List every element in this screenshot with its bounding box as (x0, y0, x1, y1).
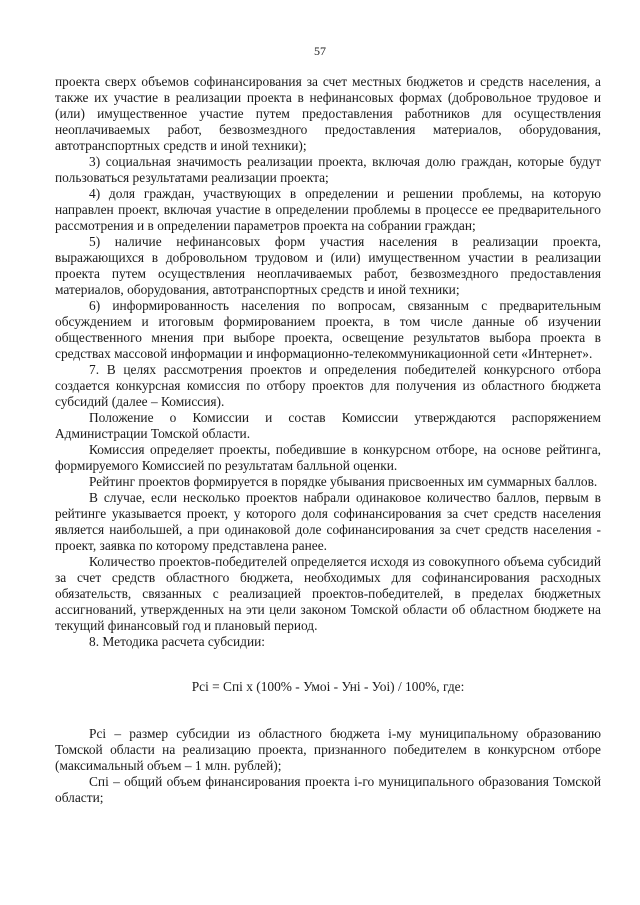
paragraph: 4) доля граждан, участвующих в определении и решении проблемы, на которую направлен проект, включая участие в определении проблемы в процессе ее предварительного рассмотрения и в определении параметров проекта на собрании граждан; (55, 186, 601, 233)
subsidy-formula: Pci = Cпi x (100% - Умоi - Унi - Уоi) / 100%, где: (191, 679, 465, 694)
paragraph: проекта сверх объемов софинансирования за счет местных бюджетов и средств населения, а также их участие в реализации проекта в нефинансовых формах (добровольное трудовое и (или) имущественное участие путем предоставления работников для осуществления неоплачиваемых работ, безвозмездного предоставления материалов, оборудования, автотранспортных средств и иной техники); (55, 74, 601, 153)
paragraph: 6) информированность населения по вопросам, связанным с предварительным обсуждением и итоговым формированием проекта, в том числе данные об изучении общественного мнения при выборе проекта, освещение результатов выбора проекта в средствах массовой информации и информационно-телекоммуникационной сети «Интернет». (55, 298, 601, 361)
paragraph: Количество проектов-победителей определяется исходя из совокупного объема субсидий за счет средств областного бюджета, необходимых для софинансирования расходных обязательств, связанных с реализацией проектов-победителей, в пределах бюджетных ассигнований, утвержденных на эти цели законом Томской области об областном бюджете на текущий финансовый год и плановый период. (55, 554, 601, 633)
paragraph: 8. Методика расчета субсидии: (89, 634, 265, 649)
page-number: 57 (314, 44, 326, 58)
paragraph: Комиссия определяет проекты, победившие в конкурсном отборе, на основе рейтинга, формируемого Комиссией по результатам балльной оценки. (55, 442, 601, 473)
definition-paragraph: Pci – размер субсидии из областного бюджета i-му муниципальному образованию Томской области на реализацию проекта, признанного победителем в конкурсном отборе (максимальный объем – 1 млн. рублей); (55, 726, 601, 773)
paragraph: 5) наличие нефинансовых форм участия населения в реализации проекта, выражающихся в добровольном трудовом и (или) имущественном участии в реализации проекта путем осуществления неоплачиваемых работ, безвозмездного предоставления материалов, оборудования, автотранспортных средств и иной техники; (55, 234, 601, 297)
paragraph: Рейтинг проектов формируется в порядке убывания присвоенных им суммарных баллов. (89, 474, 598, 489)
definition-paragraph: Cпi – общий объем финансирования проекта i-го муниципального образования Томской области; (55, 774, 601, 805)
paragraph: В случае, если несколько проектов набрали одинаковое количество баллов, первым в рейтинге указывается проект, у которого доля софинансирования за счет средств населения является наибольшей, а при одинаковой доле софинансирования за счет средств населения - проект, заявка по которому представлена ранее. (55, 490, 601, 553)
paragraph: 7. В целях рассмотрения проектов и определения победителей конкурсного отбора создается конкурсная комиссия по отбору проектов для получения из областного бюджета субсидий (далее – Комиссия). (55, 362, 601, 409)
paragraph: Положение о Комиссии и состав Комиссии утверждаются распоряжением Администрации Томской области. (55, 410, 601, 441)
document-body (55, 74, 601, 806)
paragraph: 3) социальная значимость реализации проекта, включая долю граждан, которые будут пользоваться результатами реализации проекта; (55, 154, 601, 185)
